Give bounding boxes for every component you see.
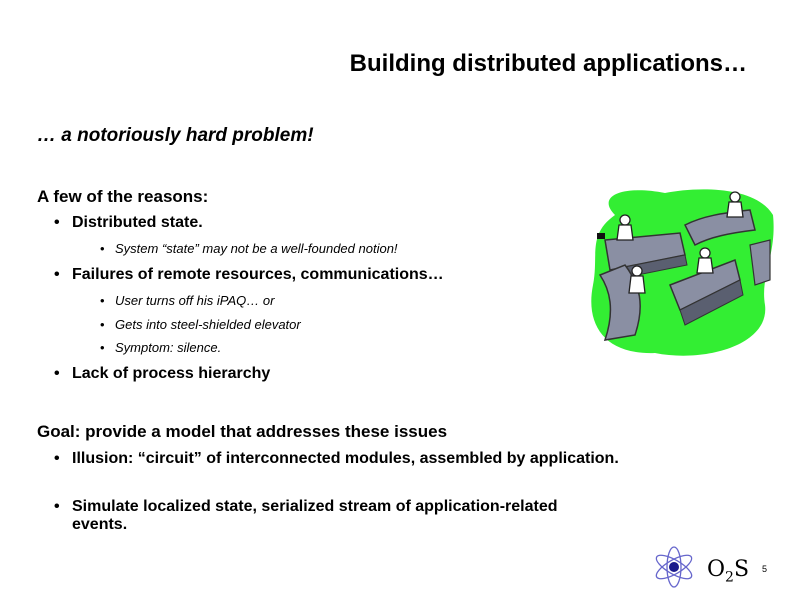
goal-item-illusion	[54, 450, 642, 468]
subitem-text: Gets into steel-shielded elevator	[115, 317, 301, 332]
reason-item-hierarchy	[54, 365, 271, 383]
o2s-atom-logo-icon	[652, 545, 696, 589]
bullet: •	[54, 498, 60, 515]
reason-item-distributed-state	[54, 214, 203, 232]
goal-text: Simulate localized state, serialized stream of application-related events.	[72, 498, 558, 533]
bullet: •	[54, 214, 60, 231]
slide-subtitle: … a notoriously hard problem!	[37, 125, 314, 146]
reason-text: Lack of process hierarchy	[72, 365, 271, 382]
bullet: •	[100, 241, 105, 256]
reasons-heading: A few of the reasons:	[37, 187, 209, 206]
slide-title: Building distributed applications…	[349, 50, 747, 77]
reason-text: Failures of remote resources, communications…	[72, 266, 444, 283]
bullet: •	[100, 317, 105, 332]
reason-item-failures	[54, 266, 444, 284]
o2s-logo-text: $O_2S$	[707, 557, 750, 586]
goal-item-simulate	[54, 498, 612, 534]
reason-subitem-elevator	[100, 317, 301, 332]
page-number: 5	[761, 564, 767, 574]
bullet: •	[100, 340, 105, 355]
bullet: •	[54, 450, 60, 467]
reason-text: Distributed state.	[72, 214, 203, 231]
bullet: •	[54, 266, 60, 283]
subitem-text: Symptom: silence.	[115, 340, 222, 355]
subitem-text: User turns off his iPAQ… or	[115, 293, 275, 308]
reason-subitem-silence	[100, 340, 222, 355]
reason-subitem-ipaq	[100, 293, 275, 308]
goal-heading: Goal: provide a model that addresses these issues	[37, 422, 448, 441]
bullet: •	[54, 365, 60, 382]
subitem-text: System “state” may not be a well-founded notion!	[115, 241, 398, 256]
reason-subitem-state	[100, 241, 398, 256]
distributed-paths-clipart	[585, 185, 777, 360]
goal-text: Illusion: “circuit” of interconnected modules, assembled by application.	[72, 450, 619, 467]
bullet: •	[100, 293, 105, 308]
